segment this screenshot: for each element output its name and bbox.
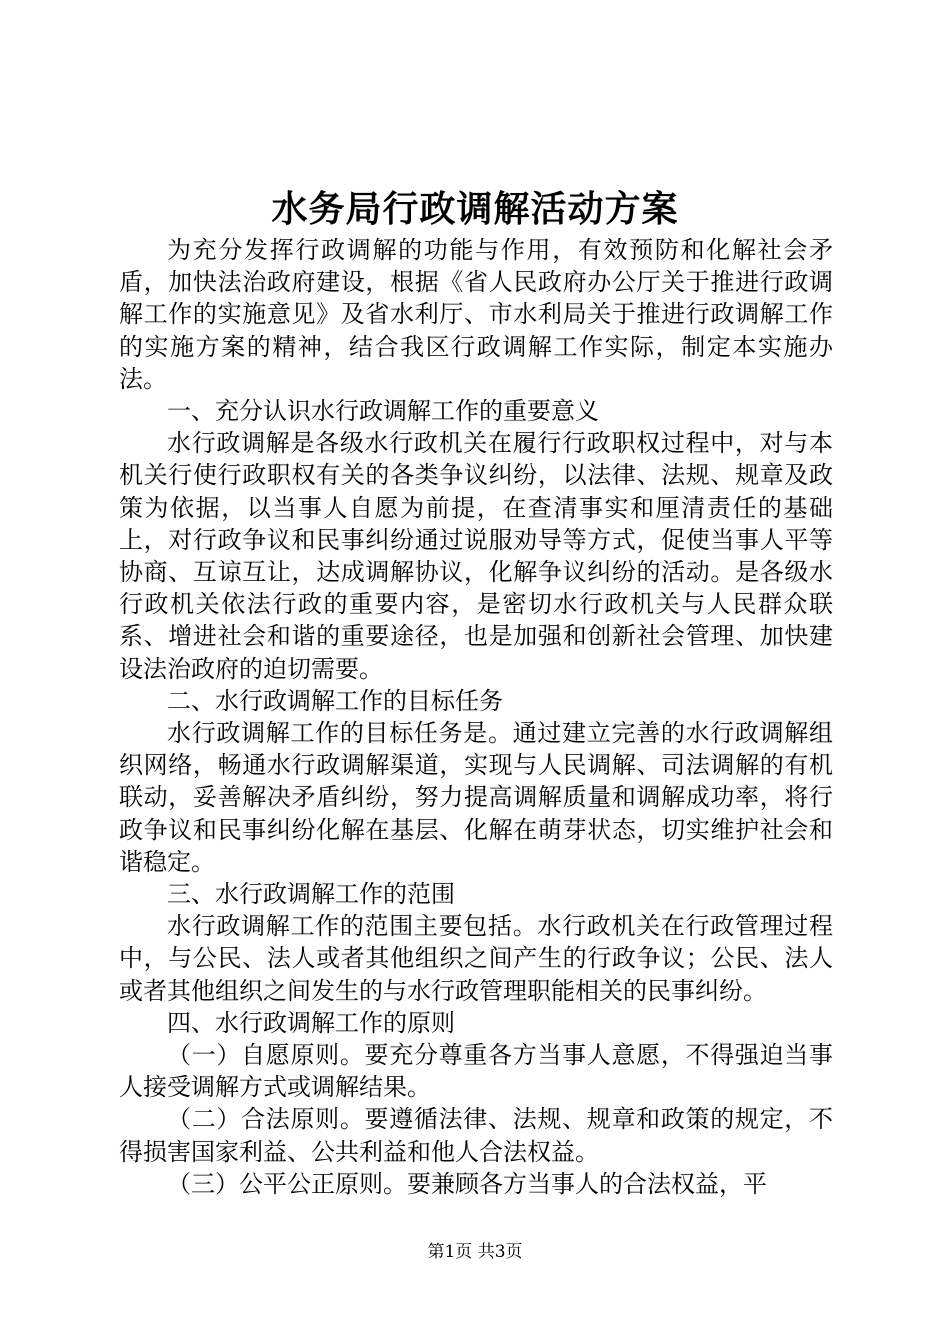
paragraph-scope: 水行政调解工作的范围主要包括。水行政机关在行政管理过程中，与公民、法人或者其他组织之间产生的行政争议；公民、法人或者其他组织之间发生的与水行政管理职能相关的民事纠纷。 <box>119 912 833 1005</box>
paragraph-significance: 水行政调解是各级水行政机关在履行行政职权过程中，对与本机关行使行政职权有关的各类争议纠纷，以法律、法规、规章及政策为依据，以当事人自愿为前提，在查清事实和厘清责任的基础上，对行政争议和民事纠纷通过说服劝导等方式，促使当事人平等协商、互谅互让，达成调解协议，化解争议纠纷的活动。是各级水行政机关依法行政的重要内容，是密切水行政机关与人民群众联系、增进社会和谐的重要途径，也是加强和创新社会管理、加快建设法治政府的迫切需要。 <box>119 429 833 683</box>
section-heading-1: 一、充分认识水行政调解工作的重要意义 <box>167 397 599 426</box>
paragraph-principle-2: （二）合法原则。要遵循法律、法规、规章和政策的规定，不得损害国家利益、公共利益和他人合法权益。 <box>119 1105 833 1166</box>
paragraph-principle-3: （三）公平公正原则。要兼顾各方当事人的合法权益，平 <box>167 1169 767 1198</box>
section-heading-2: 二、水行政调解工作的目标任务 <box>167 686 503 715</box>
paragraph-principle-1: （一）自愿原则。要充分尊重各方当事人意愿，不得强迫当事人接受调解方式或调解结果。 <box>119 1041 833 1102</box>
document-body <box>119 234 833 1200</box>
paragraph-intro: 为充分发挥行政调解的功能与作用，有效预防和化解社会矛盾，加快法治政府建设，根据《省人民政府办公厅关于推进行政调解工作的实施意见》及省水利厅、市水利局关于推进行政调解工作的实施方案的精神，结合我区行政调解工作实际，制定本实施办法。 <box>119 236 833 393</box>
section-heading-3: 三、水行政调解工作的范围 <box>167 880 455 909</box>
section-heading-4: 四、水行政调解工作的原则 <box>167 1008 455 1037</box>
paragraph-goals: 水行政调解工作的目标任务是。通过建立完善的水行政调解组织网络，畅通水行政调解渠道，实现与人民调解、司法调解的有机联动，妥善解决矛盾纠纷，努力提高调解质量和调解成功率，将行政争议和民事纠纷化解在基层、化解在萌芽状态，切实维护社会和谐稳定。 <box>119 719 833 876</box>
document-title: 水务局行政调解活动方案 <box>271 188 679 230</box>
page-footer: 第1页 共3页 <box>427 1242 523 1262</box>
